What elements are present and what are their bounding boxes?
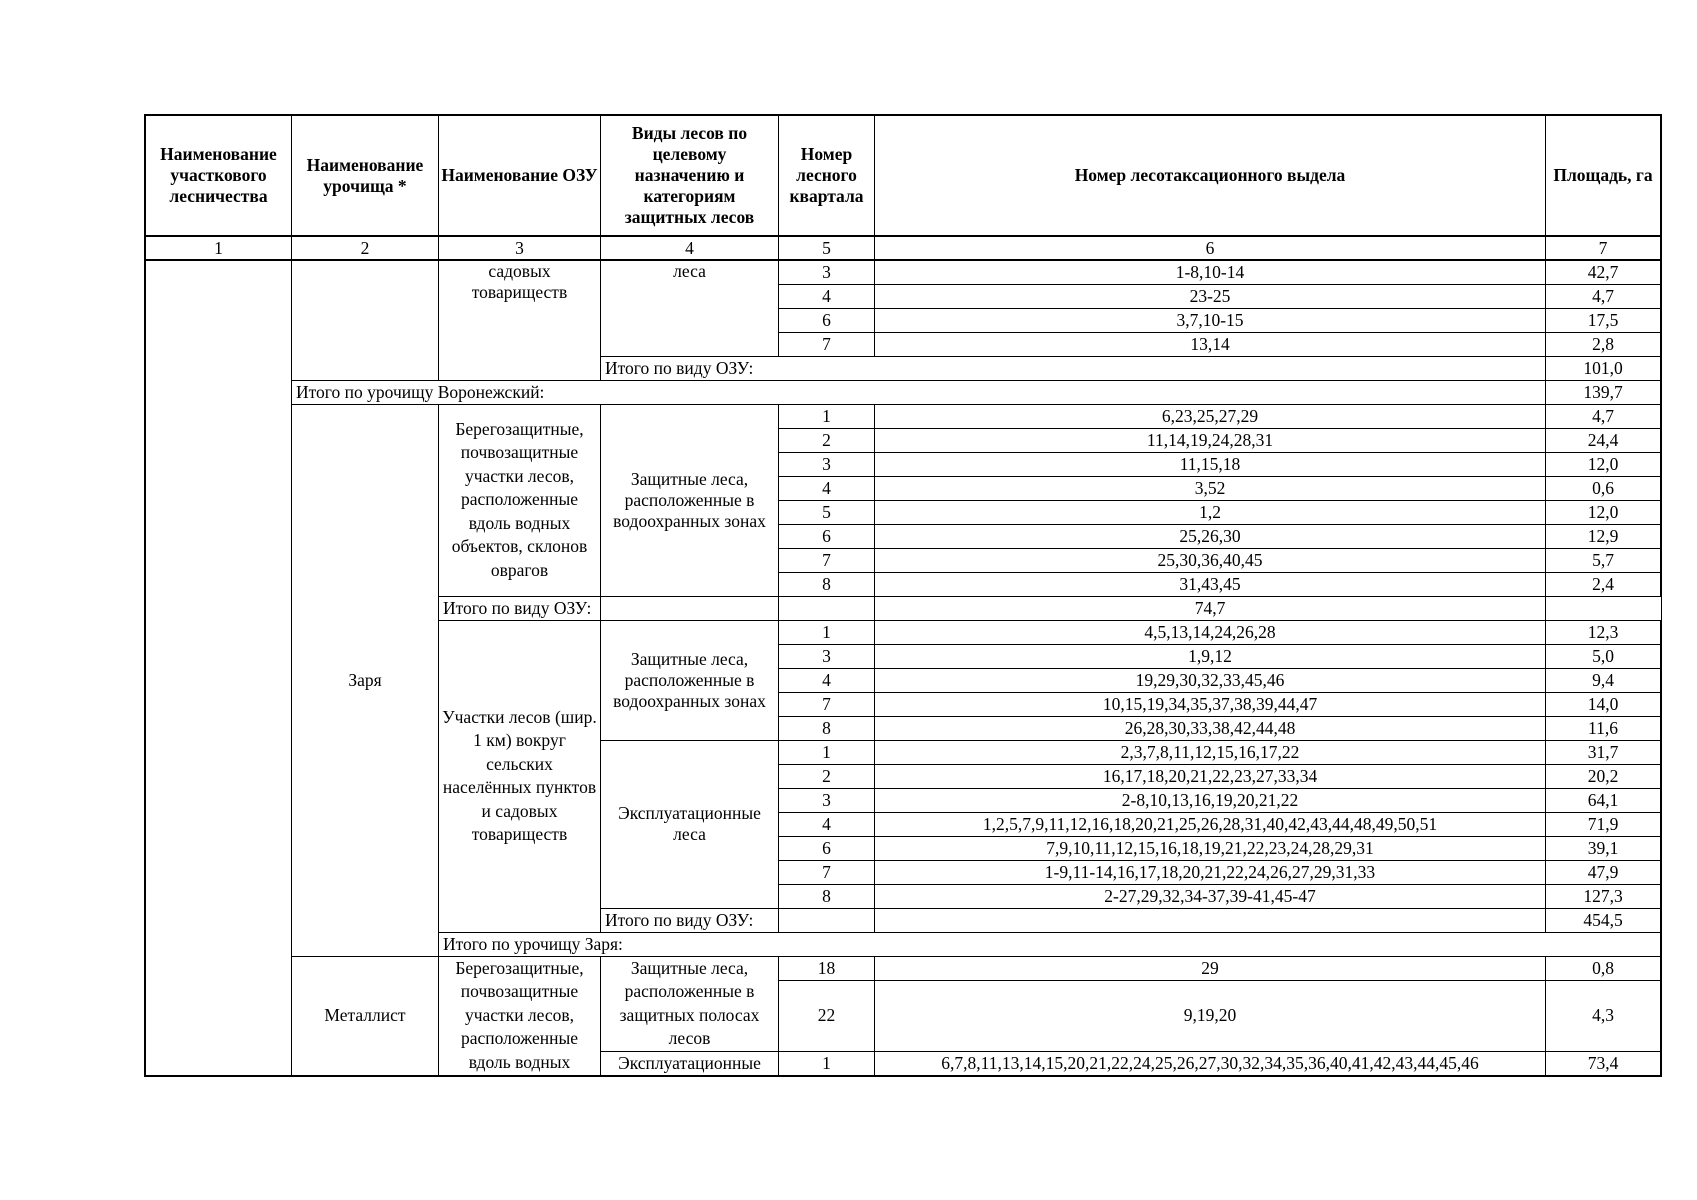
header-kvartal: Номер лесного квартала	[779, 116, 875, 237]
ozu-cell: садовых товариществ	[439, 260, 601, 380]
vydel-cell: 31,43,45	[875, 572, 1546, 596]
kvartal-cell: 3	[779, 260, 875, 284]
header-forest-type: Виды лесов по целевому назначению и категориям защитных лесов	[601, 116, 779, 237]
header-ozu: Наименование ОЗУ	[439, 116, 601, 237]
vydel-cell: 3,52	[875, 476, 1546, 500]
area-cell: 0,6	[1546, 476, 1661, 500]
header-vydel: Номер лесотаксационного выдела	[875, 116, 1546, 237]
vydel-cell: 1,2,5,7,9,11,12,16,18,20,21,25,26,28,31,40,42,43,44,48,49,50,51	[875, 812, 1546, 836]
area-cell: 31,7	[1546, 740, 1661, 764]
vydel-cell: 13,14	[875, 332, 1546, 356]
header-forestry: Наименование участкового лесничества	[146, 116, 292, 237]
kvartal-cell: 8	[779, 572, 875, 596]
col-number: 7	[1546, 236, 1661, 260]
kvartal-cell: 7	[779, 332, 875, 356]
table-row	[146, 260, 1661, 284]
header-area: Площадь, га	[1546, 116, 1661, 237]
kvartal-cell: 8	[779, 716, 875, 740]
kvartal-cell: 22	[779, 981, 875, 1051]
vydel-cell: 26,28,30,33,38,42,44,48	[875, 716, 1546, 740]
vydel-cell: 2-27,29,32,34-37,39-41,45-47	[875, 884, 1546, 908]
empty-cell	[779, 596, 875, 620]
vydel-cell: 25,26,30	[875, 524, 1546, 548]
kvartal-cell: 4	[779, 476, 875, 500]
urochishe-total-row	[146, 380, 1661, 404]
vydel-cell: 6,7,8,11,13,14,15,20,21,22,24,25,26,27,30,32,34,35,36,40,41,42,43,44,45,46	[875, 1051, 1546, 1075]
ozu-total-label: Итого по виду ОЗУ:	[601, 908, 779, 932]
kvartal-cell: 1	[779, 740, 875, 764]
forest-type-cell: Эксплуатационные леса	[601, 740, 779, 908]
area-cell: 71,9	[1546, 812, 1661, 836]
area-cell: 0,8	[1546, 956, 1661, 981]
area-cell: 2,4	[1546, 572, 1661, 596]
kvartal-cell: 7	[779, 548, 875, 572]
area-cell: 9,4	[1546, 668, 1661, 692]
kvartal-cell: 4	[779, 284, 875, 308]
col-number: 4	[601, 236, 779, 260]
area-cell: 12,3	[1546, 620, 1661, 644]
area-cell: 2,8	[1546, 332, 1661, 356]
urochishe-total-label: Итого по урочищу Воронежский:	[292, 380, 1546, 404]
table-row	[146, 404, 1661, 428]
kvartal-cell: 5	[779, 500, 875, 524]
vydel-cell: 2-8,10,13,16,19,20,21,22	[875, 788, 1546, 812]
kvartal-cell: 7	[779, 860, 875, 884]
area-cell: 47,9	[1546, 860, 1661, 884]
col-number: 6	[875, 236, 1546, 260]
forest-type-cell: Эксплуатационные	[601, 1051, 779, 1075]
area-cell: 127,3	[1546, 884, 1661, 908]
kvartal-cell: 6	[779, 836, 875, 860]
vydel-cell: 1,9,12	[875, 644, 1546, 668]
forest-type-cell: леса	[601, 260, 779, 356]
ozu-total-value: 454,5	[1546, 908, 1661, 932]
vydel-cell: 19,29,30,32,33,45,46	[875, 668, 1546, 692]
kvartal-cell: 3	[779, 452, 875, 476]
col-number: 5	[779, 236, 875, 260]
vydel-cell: 2,3,7,8,11,12,15,16,17,22	[875, 740, 1546, 764]
kvartal-cell: 4	[779, 668, 875, 692]
ozu-total-value: 74,7	[875, 596, 1546, 620]
kvartal-cell: 6	[779, 308, 875, 332]
col-number: 2	[292, 236, 439, 260]
kvartal-cell: 4	[779, 812, 875, 836]
column-number-row	[146, 236, 1661, 260]
kvartal-cell: 8	[779, 884, 875, 908]
ozu-cell: Берегозащитные, почвозащитные участки лесов, расположенные вдоль водных	[439, 956, 601, 1075]
area-cell: 73,4	[1546, 1051, 1661, 1075]
area-cell: 64,1	[1546, 788, 1661, 812]
kvartal-cell: 3	[779, 644, 875, 668]
area-cell: 11,6	[1546, 716, 1661, 740]
table-row	[146, 956, 1661, 981]
forest-type-cell: Защитные леса, расположенные в защитных полосах лесов	[601, 956, 779, 1051]
ozu-total-label: Итого по виду ОЗУ:	[601, 356, 1546, 380]
area-cell: 20,2	[1546, 764, 1661, 788]
kvartal-cell: 1	[779, 1051, 875, 1075]
urochishe-cell	[292, 260, 439, 380]
vydel-cell: 11,14,19,24,28,31	[875, 428, 1546, 452]
area-cell: 14,0	[1546, 692, 1661, 716]
area-cell: 4,7	[1546, 284, 1661, 308]
kvartal-cell: 1	[779, 404, 875, 428]
vydel-cell: 1-9,11-14,16,17,18,20,21,22,24,26,27,29,31,33	[875, 860, 1546, 884]
vydel-cell: 9,19,20	[875, 981, 1546, 1051]
area-cell: 12,0	[1546, 452, 1661, 476]
vydel-cell: 11,15,18	[875, 452, 1546, 476]
vydel-cell: 10,15,19,34,35,37,38,39,44,47	[875, 692, 1546, 716]
area-cell: 17,5	[1546, 308, 1661, 332]
urochishe-cell: Металлист	[292, 956, 439, 1075]
ozu-total-value: 101,0	[1546, 356, 1661, 380]
area-cell: 42,7	[1546, 260, 1661, 284]
area-cell: 5,0	[1546, 644, 1661, 668]
forest-register-table	[145, 115, 1661, 1076]
forest-type-cell: Защитные леса, расположенные в водоохранных зонах	[601, 404, 779, 596]
header-row	[146, 116, 1661, 237]
col-number: 3	[439, 236, 601, 260]
ozu-cell: Берегозащитные, почвозащитные участки лесов, расположенные вдоль водных объектов, склонов оврагов	[439, 404, 601, 596]
vydel-cell: 23-25	[875, 284, 1546, 308]
empty-cell	[601, 596, 779, 620]
kvartal-cell: 6	[779, 524, 875, 548]
vydel-cell: 3,7,10-15	[875, 308, 1546, 332]
forest-type-cell: Защитные леса, расположенные в водоохранных зонах	[601, 620, 779, 740]
empty-cell	[779, 908, 875, 932]
area-cell: 12,0	[1546, 500, 1661, 524]
vydel-cell: 1,2	[875, 500, 1546, 524]
vydel-cell: 1-8,10-14	[875, 260, 1546, 284]
ozu-cell: Участки лесов (шир. 1 км) вокруг сельских населённых пунктов и садовых товариществ	[439, 620, 601, 932]
kvartal-cell: 1	[779, 620, 875, 644]
area-cell: 5,7	[1546, 548, 1661, 572]
vydel-cell: 7,9,10,11,12,15,16,18,19,21,22,23,24,28,29,31	[875, 836, 1546, 860]
ozu-total-label: Итого по виду ОЗУ:	[439, 596, 601, 620]
area-cell: 4,3	[1546, 981, 1661, 1051]
kvartal-cell: 3	[779, 788, 875, 812]
kvartal-cell: 18	[779, 956, 875, 981]
vydel-cell: 16,17,18,20,21,22,23,27,33,34	[875, 764, 1546, 788]
col-number: 1	[146, 236, 292, 260]
vydel-cell: 6,23,25,27,29	[875, 404, 1546, 428]
area-cell: 39,1	[1546, 836, 1661, 860]
header-urochishe: Наименование урочища *	[292, 116, 439, 237]
vydel-cell: 29	[875, 956, 1546, 981]
kvartal-cell: 2	[779, 428, 875, 452]
area-cell: 12,9	[1546, 524, 1661, 548]
empty-cell	[875, 908, 1546, 932]
kvartal-cell: 2	[779, 764, 875, 788]
area-cell: 24,4	[1546, 428, 1661, 452]
kvartal-cell: 7	[779, 692, 875, 716]
urochishe-cell: Заря	[292, 404, 439, 956]
urochishe-total-label: Итого по урочищу Заря:	[439, 932, 1661, 956]
vydel-cell: 25,30,36,40,45	[875, 548, 1546, 572]
urochishe-total-value: 139,7	[1546, 380, 1661, 404]
vydel-cell: 4,5,13,14,24,26,28	[875, 620, 1546, 644]
area-cell: 4,7	[1546, 404, 1661, 428]
forestry-cell	[146, 260, 292, 1075]
